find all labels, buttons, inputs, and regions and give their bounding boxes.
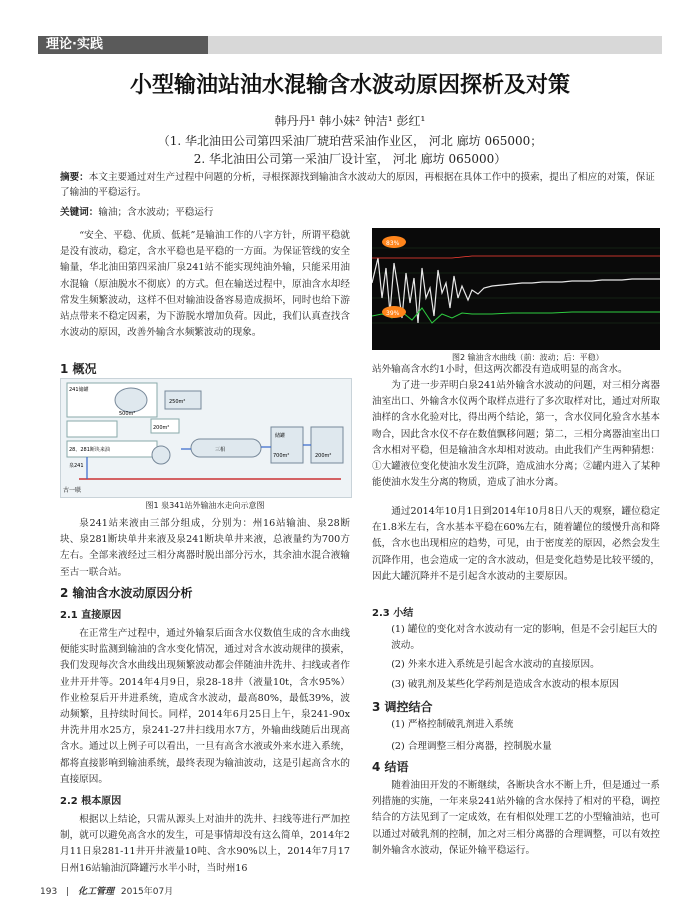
right-continuation: 站外输高含水约1小时，但这两次都没有造成明显的高含水。 — [372, 364, 628, 375]
heading-control: 3 调控结合 — [372, 700, 433, 714]
fig1-label-q241: 泉241 — [69, 463, 84, 469]
heading-summary: 2.3 小结 — [372, 608, 414, 619]
fig1-label-241tank: 241储罐 — [69, 387, 89, 393]
fig1-label-200b: 200m² — [315, 453, 332, 459]
heading-analysis: 2 输油含水波动原因分析 — [60, 586, 193, 600]
section-tag: 理论·实践 — [38, 36, 208, 54]
figure-2-chart — [372, 228, 660, 350]
fig1-pump — [152, 446, 170, 464]
authors: 韩丹丹¹ 韩小妹² 钟洁¹ 彭红¹ — [274, 114, 426, 128]
fig1-separator — [191, 439, 261, 457]
keywords-label: 关键词： — [60, 207, 99, 218]
conclusion-paragraph: 随着油田开发的不断继续，各断块含水不断上升，但是通过一系列措施的实施，一年来泉241站外输的含水保持了相对的平稳，调控结合的方法见到了一定成效，在有相似处理工艺的小型输油站，也可以通过对破乳剂的控制，加之对三相分离器的合理调整，可以有效控制外输含水波动，保证外输平稳运行。 — [372, 780, 660, 856]
figure-1 — [60, 378, 352, 498]
heading-overview: 1 概况 — [60, 362, 97, 376]
overview-paragraph: 泉241站来液由三部分组成，分别为：州16站输油、泉28断块、泉281断块单井来液及泉241断块单井来液，总液量约为700方左右。全部来液经过三相分离器时脱出部分污水，其余油水混合液输至古一联合站。 — [60, 518, 350, 578]
affiliation-1: （1. 华北油田公司第四采油厂琥珀营采油作业区， 河北 廊坊 065000； — [157, 134, 543, 148]
fig2-green-curve — [372, 308, 660, 323]
figure-2-caption: 图2 输油含水曲线（前：波动；后：平稳） — [452, 353, 604, 362]
fig1-label-gu: 古一联 — [63, 487, 82, 494]
heading-conclusion: 4 结语 — [372, 760, 409, 774]
journal-name: 化工管理 — [77, 887, 114, 897]
sampling-paragraph: 为了进一步弄明白泉241站外输含水波动的问题，对三相分离器油室出口、外输含水仪两个取样点进行了多次取样对比，通过对所取油样的含水化验对比，得出两个结论，第一，含水仪同化验含水基本吻合，因此含水仪不存在数值飘移问题；第二，三相分离器油室出口含水相对平稳，但是输油含水却相对波动。由此我们产生两种猜想：①大罐液位变化使油水发生沉降，造成油水分离；②罐内进入了某种能使油水发生分离的物质，造成了油水分离。 — [372, 380, 660, 489]
fig1-label-tank: 储罐 — [275, 433, 286, 439]
fig1-box-241 — [67, 421, 117, 437]
figure-2 — [372, 228, 660, 350]
abstract — [60, 170, 660, 200]
paper-title: 小型输油站油水混输含水波动原因探析及对策 — [129, 73, 570, 98]
summary-item-3: (3) 破乳剂及某些化学药剂是造成含水波动的根本原因 — [391, 679, 619, 690]
observation-paragraph: 通过2014年10月1日到2014年10月8日八天的观察，罐位稳定在1.8米左右，含水基本平稳在60%左右，随着罐位的缓慢升高和降低，含水也出现相应的趋势，可见，由于密度差的原因，必然会发生沉降作用，也会造成一定的含水波动，但是变化趋势是比较平缓的，因此大罐沉降并不是引起含水波动的主要原因。 — [372, 506, 660, 582]
fig1-label-500: 500m² — [119, 411, 136, 417]
summary-item-2: (2) 外来水进入系统是引起含水波动的直接原因。 — [391, 659, 600, 670]
affiliation-2: 2. 华北油田公司第一采油厂设计室， 河北 廊坊 065000） — [193, 152, 507, 166]
heading-direct-cause: 2.1 直接原因 — [60, 610, 122, 621]
fig2-label-high: 83% — [386, 240, 400, 247]
intro-paragraph: “安全、平稳、优质、低耗”是输油工作的八字方针，所谓平稳就是没有波动，稳定，含水平稳也是平稳的一方面。为保证管线的安全输量，华北油田第四采油厂泉241站不能实现纯油外输，只能采用油水混输（原油脱水不彻底）的方式。但在输送过程中，原油含水却经常发生频繁波动，这样不但对输油设备容易造成损坏，同时也给下游站点带来不稳定因素，为下游脱水增加负荷。因此，我们认真查找含水波动的原因，改善外输含水频繁波动的现象。 — [60, 230, 350, 339]
abstract-label: 摘要： — [60, 172, 89, 183]
keywords-text: 输油；含水波动；平稳运行 — [98, 207, 214, 218]
keywords — [60, 204, 660, 218]
page-footer: 193 | 化工管理 2015年07月 — [40, 887, 174, 897]
section-tag-bar — [208, 36, 662, 54]
fig1-label-200: 200m² — [153, 425, 170, 431]
fig2-red-curve — [372, 256, 660, 258]
heading-root-cause: 2.2 根本原因 — [60, 796, 122, 807]
root-cause-paragraph: 根据以上结论，只需从源头上对油井的洗井、扫线等进行严加控制，就可以避免高含水的发生，可是事情却没有这么简单，2014年2月11日泉281-11井开井液量10吨、含水90%以上，2014年7月17日州16站输油沉降罐污水半小时，当时州16 — [60, 814, 350, 874]
control-item-1: (1) 严格控制破乳剂进入系统 — [391, 719, 514, 730]
abstract-text: 本文主要通过对生产过程中问题的分析，寻根探源找到输油含水波动大的原因，再根据在具体工作中的摸索，提出了相应的对策，保证了输油的平稳运行。 — [60, 172, 655, 198]
direct-cause-paragraph: 在正常生产过程中，通过外输泵后面含水仪数值生成的含水曲线便能实时监测到输油的含水变化情况，通过对含水波动规律的摸索，我们发现每次含水曲线出现频繁波动都会伴随油井洗井、扫线或者作业井开井等。2014年4月9日，泉28-18井（液量10t，含水95%）作业检泵后开井进系统，造成含水波动，最高80%，最低39%，波动频繁，且持续时间长。同样，2014年6月25日上午，泉241-90x井洗井用水25方，泉241-27井扫线用水7方，外输曲线随后出现高含水。通过以上例子可以看出，一旦有高含水液或外来水进入系统，都将直接影响到输油系统，最终表现为输油波动，这是引起高含水的直接原因。 — [60, 628, 350, 785]
page-number: 193 — [40, 887, 58, 897]
fig1-tank-500 — [115, 388, 147, 412]
fig1-label-700: 700m² — [273, 453, 290, 459]
issue-date: 2015年07月 — [120, 887, 174, 897]
figure-1-diagram — [61, 379, 351, 497]
fig1-label-28: 28、281断块来油 — [69, 447, 110, 453]
fig2-label-low: 39% — [386, 310, 400, 317]
control-item-2: (2) 合理调整三相分离器，控制脱水量 — [391, 741, 552, 752]
fig1-label-sep: 三相 — [215, 447, 226, 453]
figure-1-caption: 图1 泉341站外输油水走向示意图 — [145, 501, 265, 510]
summary-item-1: (1) 罐位的变化对含水波动有一定的影响，但是不会引起巨大的波动。 — [391, 624, 658, 651]
fig1-label-250: 250m² — [169, 399, 186, 405]
